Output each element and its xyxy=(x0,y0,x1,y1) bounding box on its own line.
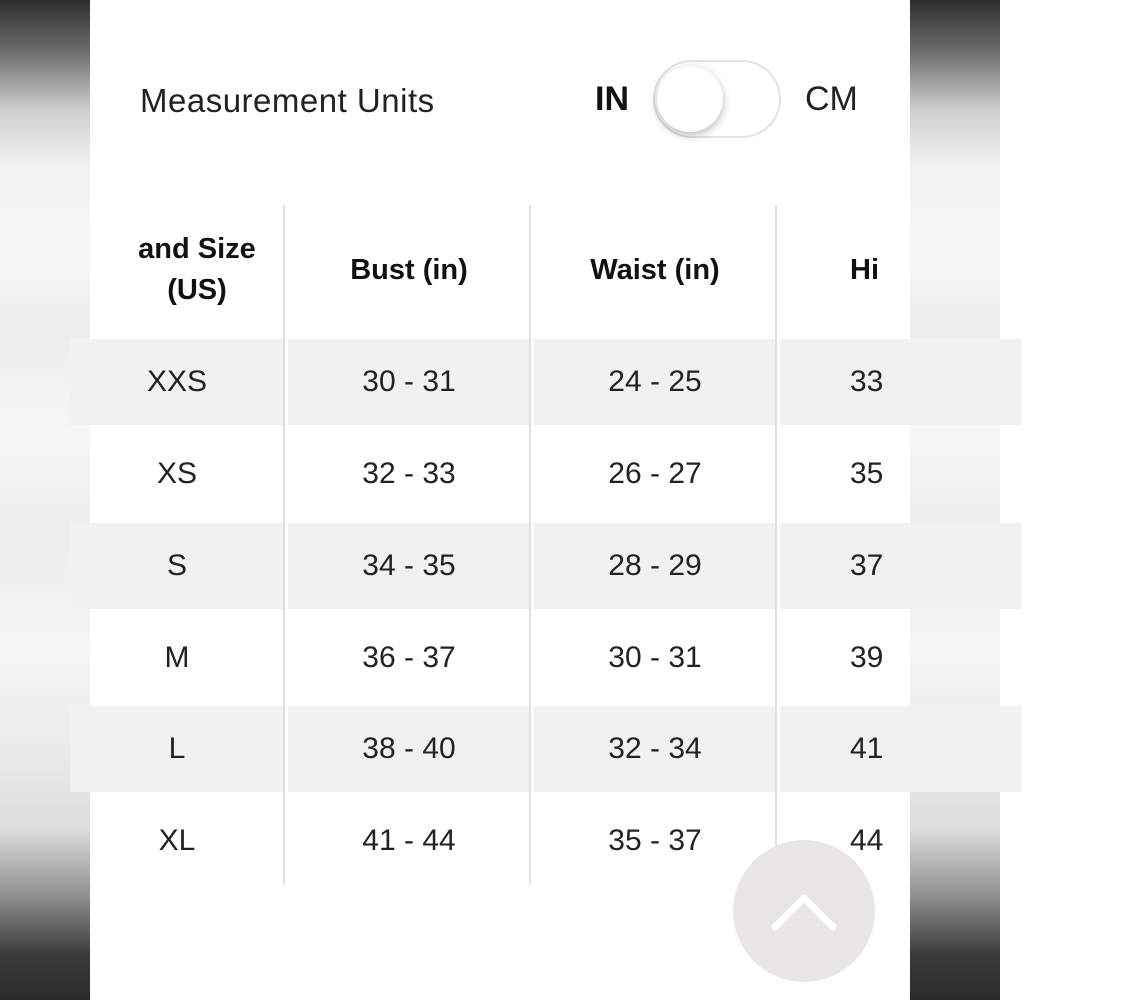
waist-cell: 28 - 29 xyxy=(534,523,776,609)
waist-cell: 26 - 27 xyxy=(608,457,702,490)
hip-cell: 41 xyxy=(780,706,1022,792)
table-header-row xyxy=(125,205,1125,335)
hip-cell: 44 xyxy=(850,824,884,857)
header-waist: Waist (in) xyxy=(590,253,720,286)
hip-cell: 39 xyxy=(850,641,884,674)
bust-cell: 30 - 31 xyxy=(288,339,530,425)
bust-cell: 34 - 35 xyxy=(288,523,530,609)
column-divider xyxy=(283,205,285,885)
table-row xyxy=(125,615,1125,701)
size-cell: L xyxy=(70,706,284,792)
bust-cell: 41 - 44 xyxy=(362,824,456,857)
chevron-up-icon xyxy=(769,889,839,933)
table-row xyxy=(125,431,1125,517)
header-hip: Hi xyxy=(850,253,879,286)
size-cell: XXS xyxy=(70,339,284,425)
toggle-knob xyxy=(657,66,723,132)
waist-cell: 32 - 34 xyxy=(534,706,776,792)
size-cell: S xyxy=(70,523,284,609)
header-brand-size: and Size (US) xyxy=(138,233,256,306)
table-row xyxy=(125,706,1125,792)
size-cell: XL xyxy=(158,824,196,857)
scroll-to-top-button[interactable] xyxy=(733,840,875,982)
units-toggle[interactable] xyxy=(653,60,781,138)
measurement-units-label: Measurement Units xyxy=(140,82,435,119)
hip-cell: 33 xyxy=(780,339,1022,425)
size-cell: M xyxy=(164,641,190,674)
unit-option-in[interactable]: IN xyxy=(595,80,629,118)
header-bust: Bust (in) xyxy=(350,253,468,286)
column-divider xyxy=(775,205,777,885)
unit-option-cm[interactable]: CM xyxy=(805,80,858,118)
bust-cell: 32 - 33 xyxy=(362,457,456,490)
waist-cell: 24 - 25 xyxy=(534,339,776,425)
waist-cell: 30 - 31 xyxy=(608,641,702,674)
bust-cell: 36 - 37 xyxy=(362,641,456,674)
table-row xyxy=(125,339,1125,425)
table-row xyxy=(125,798,1125,884)
bust-cell: 38 - 40 xyxy=(288,706,530,792)
size-chart-panel xyxy=(90,0,910,1000)
size-cell: XS xyxy=(156,457,198,490)
hip-cell: 35 xyxy=(850,457,884,490)
table-row xyxy=(125,523,1125,609)
size-chart-table[interactable] xyxy=(125,205,884,885)
hip-cell: 37 xyxy=(780,523,1022,609)
column-divider xyxy=(529,205,531,885)
waist-cell: 35 - 37 xyxy=(608,824,702,857)
